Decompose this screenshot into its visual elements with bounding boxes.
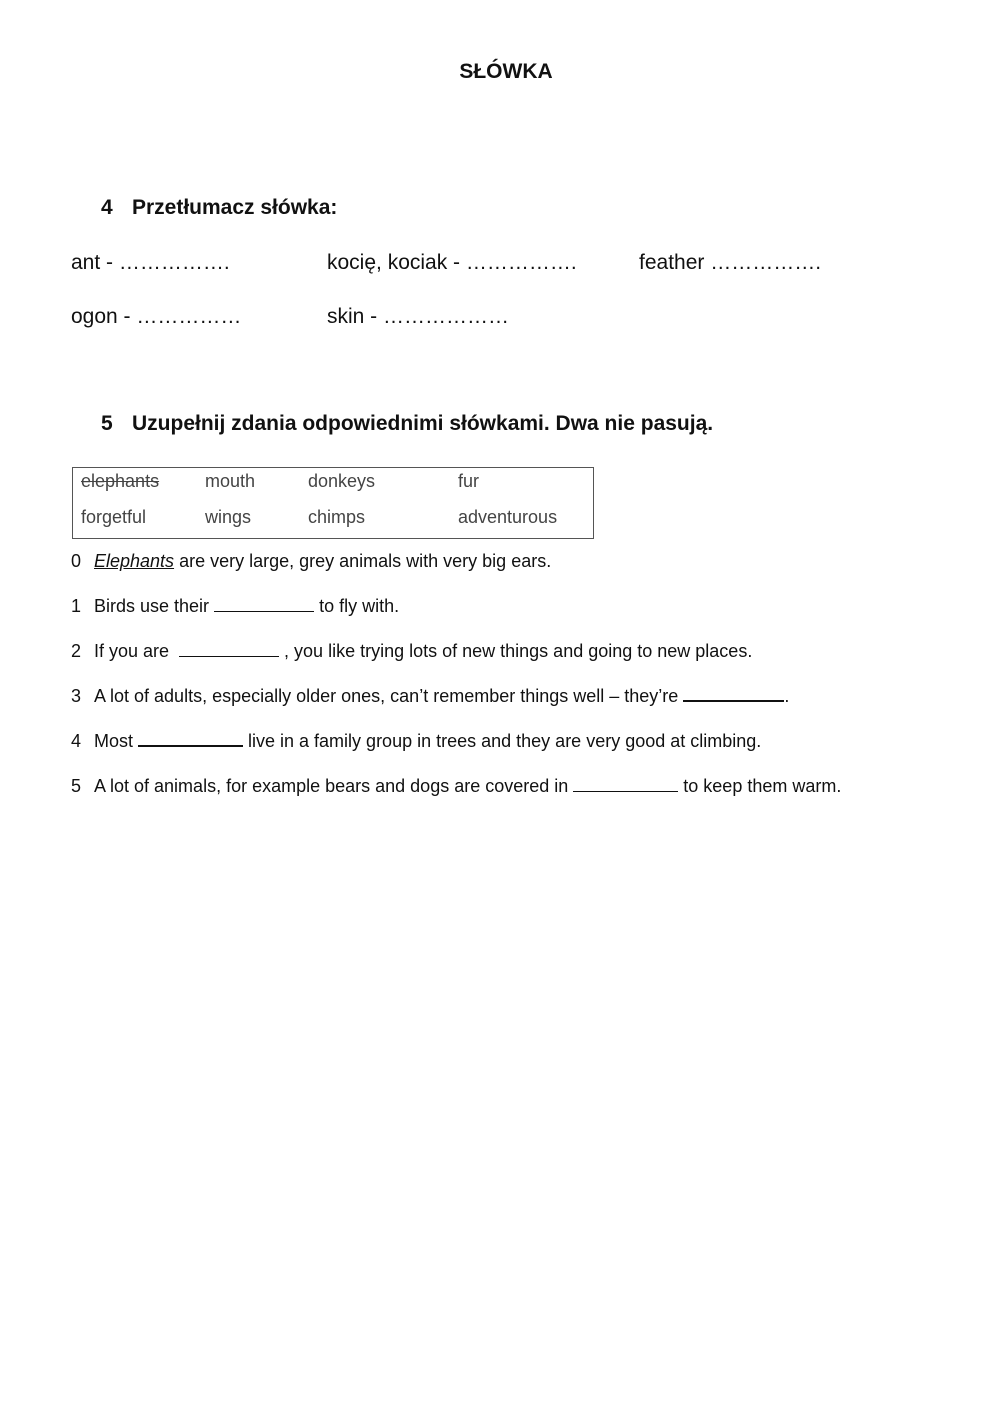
translate-item-skin: skin - ……………… [327,305,510,328]
translate-item-tail: ogon - …………… [71,305,242,328]
sentence-4: 4 Most live in a family group in trees and they are very good at climbing. [71,731,762,751]
section-4-title: Przetłumacz słówka: [132,196,338,219]
translate-item-feather: feather ……………. [639,251,822,274]
sentence-5: 5 A lot of animals, for example bears and dogs are covered in to keep them warm. [71,776,842,796]
translate-item-kitten: kocię, kociak - ……………. [327,251,577,274]
example-answer: Elephants [94,551,175,571]
sentence-2: 2 If you are , you like trying lots of new things and going to new places. [71,641,753,661]
word-box [72,467,594,539]
section-4-number: 4 [101,196,113,219]
example-sentence: 0 Elephants are very large, grey animals with very big ears. [71,551,552,571]
word-box-item: mouth [205,471,256,491]
translate-item-ant: ant - ……………. [71,251,230,274]
word-box-item: elephants [81,471,160,491]
sentence-3: 3 A lot of adults, especially older ones, can’t remember things well – they’re . [71,686,790,706]
page-title: SŁÓWKA [459,60,553,83]
answer-blank[interactable] [138,731,243,747]
word-box-item: wings [205,507,252,527]
answer-blank[interactable] [179,642,279,657]
word-box-item: chimps [308,507,366,527]
section-5-title: Uzupełnij zdania odpowiednimi słówkami. Dwa nie pasują. [132,412,714,435]
answer-blank[interactable] [683,686,784,702]
sentence-1: 1 Birds use their to fly with. [71,596,400,616]
word-box-item: fur [458,471,480,491]
answer-blank[interactable] [214,597,314,612]
section-5-number: 5 [101,412,113,435]
word-box-item: forgetful [81,507,147,527]
word-box-item: adventurous [458,507,558,527]
answer-blank[interactable] [573,777,678,792]
section-5-heading [101,412,713,436]
section-4-heading [101,196,337,220]
word-box-item: donkeys [308,471,376,491]
